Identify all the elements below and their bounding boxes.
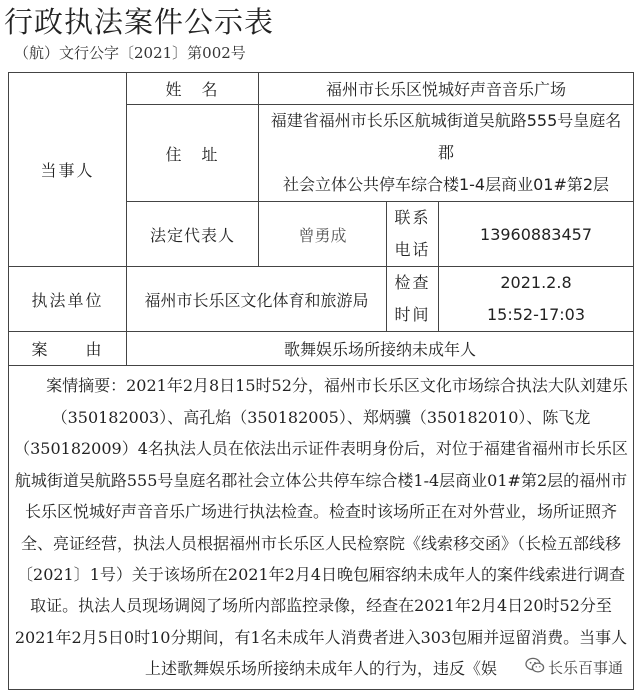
- party-address-value: [259, 105, 634, 202]
- inspection-time-label: [387, 267, 439, 332]
- phone-label: [387, 202, 439, 267]
- page-title: 行政执法案件公示表: [4, 5, 275, 39]
- inspection-time-value: [439, 267, 634, 332]
- inspection-date: 2021.2.8: [500, 273, 572, 292]
- inspection-time-range: 15:52-17:03: [487, 305, 585, 324]
- inspection-time-label-line-2: 时间: [394, 305, 431, 324]
- phone-label-line-1: 联系: [394, 208, 431, 227]
- case-cause-value: 歌舞娱乐场所接纳未成年人: [127, 332, 634, 366]
- enforcement-unit-label: 执法单位: [9, 267, 127, 332]
- party-name-value: 福州市长乐区悦城好声音音乐广场: [259, 73, 634, 105]
- case-cause-label: 案 由: [9, 332, 127, 366]
- party-section-label: 当事人: [9, 73, 127, 267]
- name-label: 姓 名: [127, 73, 259, 105]
- address-line-1: 福建省福州市长乐区航城街道吴航路555号皇庭名郡: [270, 111, 622, 162]
- document-number: （航）文行公字〔2021〕第002号: [14, 44, 246, 62]
- address-label: 住 址: [127, 105, 259, 202]
- wechat-icon: [525, 657, 545, 678]
- phone-label-line-2: 电话: [394, 240, 431, 259]
- legal-representative-label: 法定代表人: [127, 202, 259, 267]
- enforcement-unit-value: 福州市长乐区文化体育和旅游局: [127, 267, 387, 332]
- legal-representative-value: 曾勇成: [259, 202, 387, 267]
- case-summary: 案情摘要：2021年2月8日15时52分，福州市长乐区文化市场综合执法大队刘建乐（350182003）、高孔焰（350182005）、郑炳骥（350182010）、陈飞龙（350182009）4名执法人员在依法出示证件表明身份后，对位于福建省福州市长乐区航城街道吴航路555号皇庭名郡社会立体公共停车综合楼1-4层商业01#第2层的福州市长乐区悦城好声音音乐广场进行执法检查。检查时该场所正在对外营业，场所证照齐全、亮证经营，执法人员根据福州市长乐区人民检察院《线索移交函》（长检五部线移〔2021〕1号）关于该场所在2021年2月4日晚包厢容纳未成年人的案件线索进行调查取证。执法人员现场调阅了场所内部监控录像，经查在2021年2月4日20时52分至2021年2月5日0时10分期间，有1名未成年人消费者进入303包厢并逗留消费。当事人上述歌舞娱乐场所接纳未成年人的行为，违反《娱: [9, 366, 634, 690]
- phone-value: 13960883457: [439, 202, 634, 267]
- address-line-2: 社会立体公共停车综合楼1-4层商业01#第2层: [282, 175, 610, 194]
- source-watermark: [521, 657, 627, 678]
- watermark-text: 长乐百事通: [547, 659, 623, 677]
- case-table: [8, 72, 634, 690]
- inspection-time-label-line-1: 检查: [394, 273, 431, 292]
